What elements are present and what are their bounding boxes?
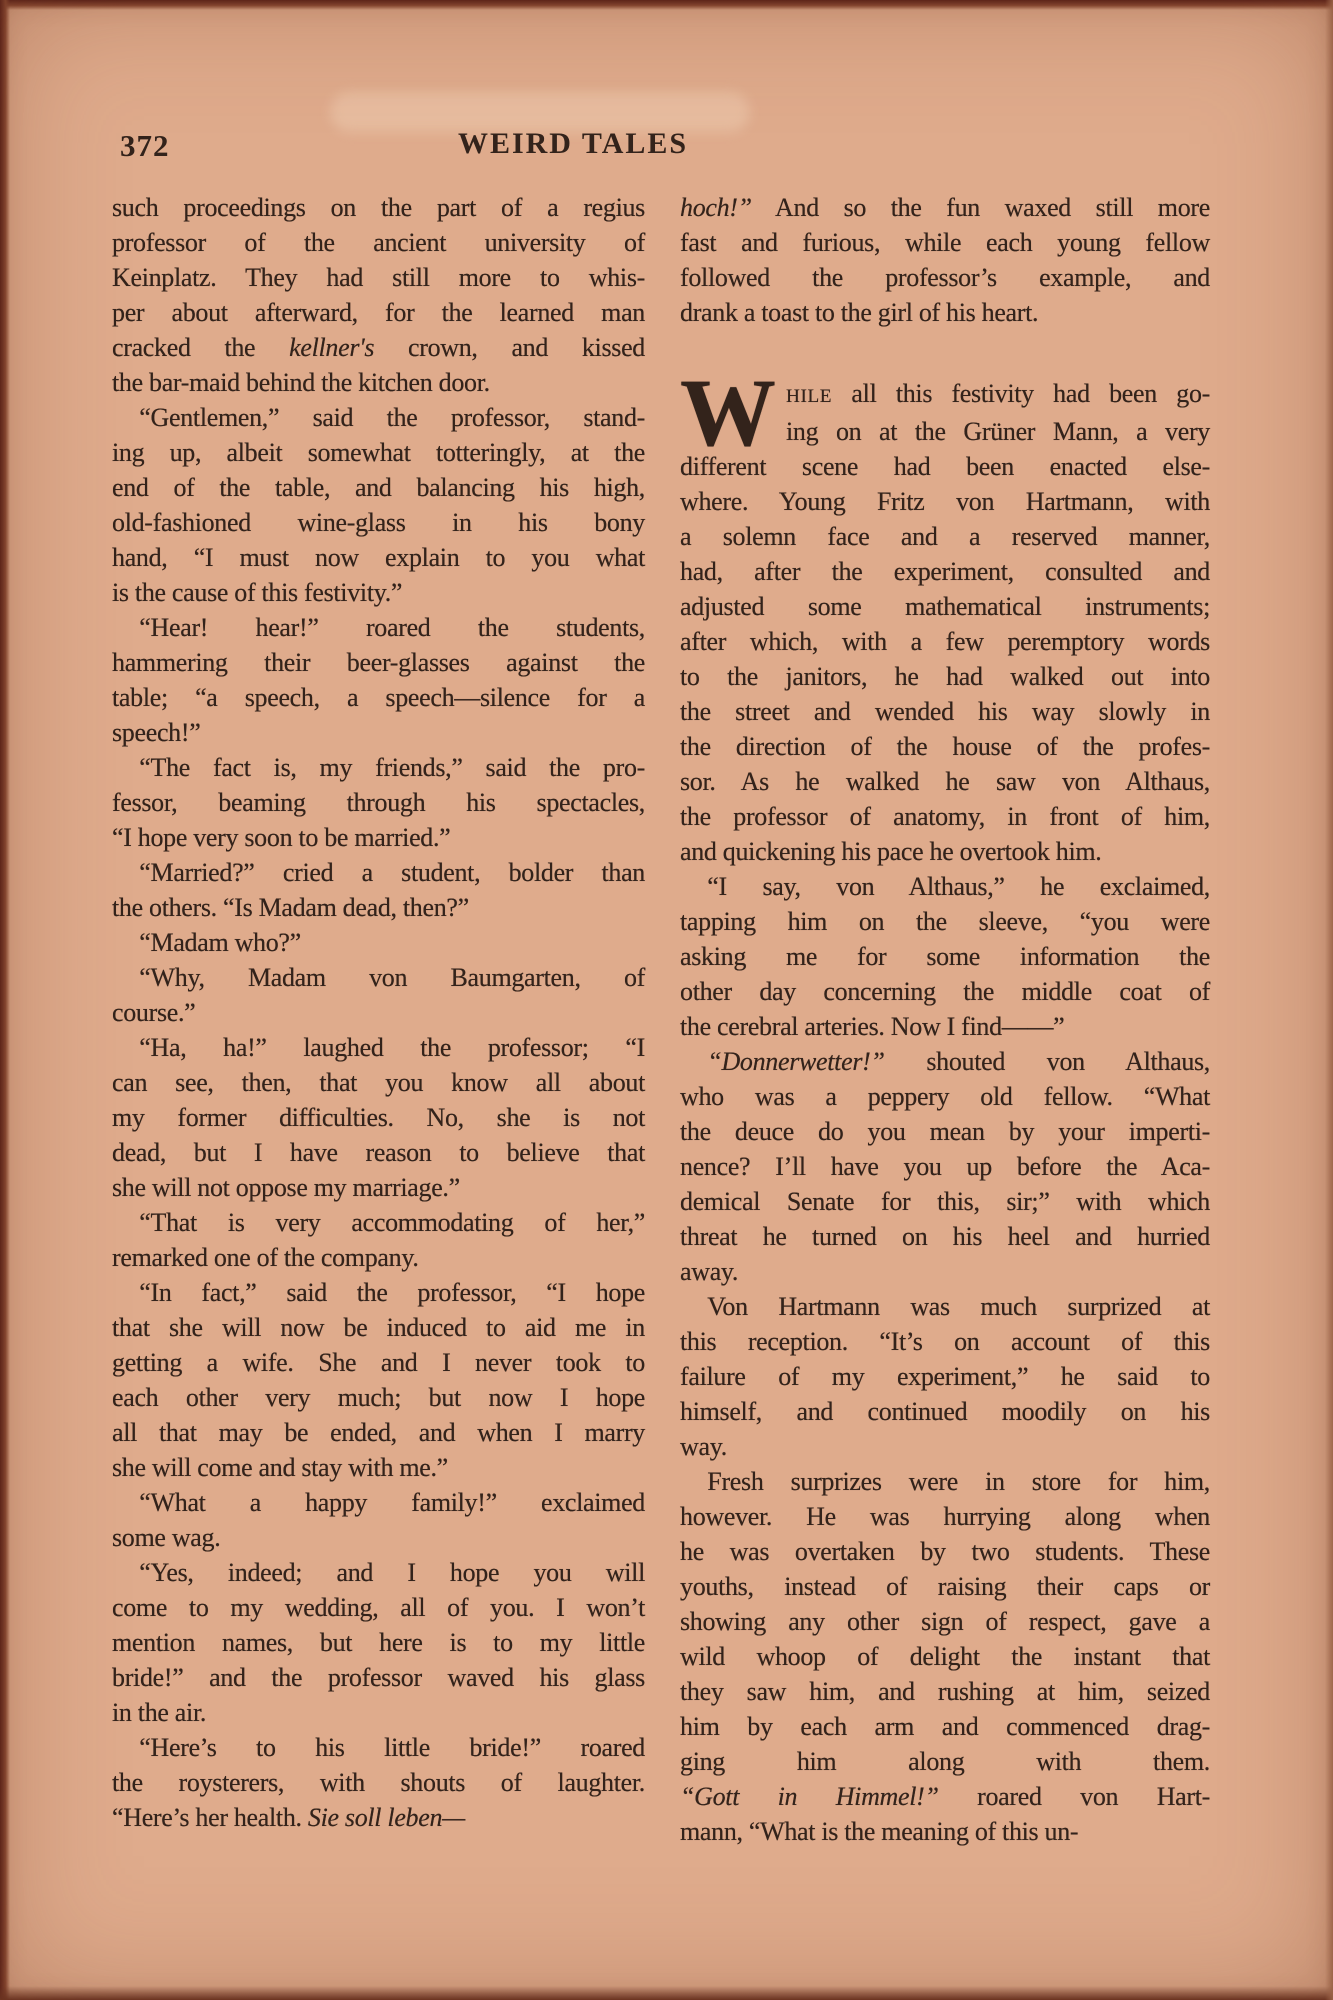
show-through-smudge — [330, 92, 750, 132]
text-line: other day concerning the middle coat of — [680, 977, 1210, 1006]
text-line: “What a happy family!” exclaimed — [139, 1488, 645, 1517]
text-line: “Gentlemen,” said the professor, stand- — [139, 403, 645, 432]
text-line: remarked one of the company. — [112, 1243, 419, 1272]
text-line: professor of the ancient university of — [112, 228, 645, 257]
text-line: the others. “Is Madam dead, then?” — [112, 893, 469, 922]
text-line: “Yes, indeed; and I hope you will — [139, 1558, 645, 1587]
paragraph — [112, 1205, 645, 1275]
text-line: sor. As he walked he saw von Althaus, — [680, 767, 1210, 796]
text-line: tapping him on the sleeve, “you were — [680, 907, 1210, 936]
text-line: this reception. “It’s on account of this — [680, 1327, 1210, 1356]
text-line: way. — [680, 1432, 727, 1461]
text-line: course.” — [112, 998, 196, 1027]
text-line: asking me for some information the — [680, 942, 1210, 971]
text-line: “Madam who?” — [139, 928, 301, 957]
text-line: the bar-maid behind the kitchen door. — [112, 368, 490, 397]
paragraph — [680, 1464, 1210, 1849]
paragraph — [112, 1030, 645, 1205]
paragraph — [680, 1289, 1210, 1464]
text-line: cracked the kellner's crown, and kissed — [112, 333, 645, 362]
text-line: such proceedings on the part of a regius — [112, 193, 645, 222]
text-line: drank a toast to the girl of his heart. — [680, 298, 1039, 327]
text-line: who was a peppery old fellow. “What — [680, 1082, 1210, 1111]
text-line: the cerebral arteries. Now I find——” — [680, 1012, 1065, 1041]
column-left — [112, 190, 645, 1849]
paragraph — [680, 359, 1210, 869]
text-line: that she will now be induced to aid me in — [112, 1313, 645, 1342]
text-line: “Here’s her health. Sie soll leben— — [112, 1803, 465, 1832]
text-line: mann, “What is the meaning of this un- — [680, 1817, 1079, 1846]
text-line: the street and wended his way slowly in — [680, 697, 1210, 726]
text-line: Fresh surprizes were in store for him, — [707, 1467, 1210, 1496]
text-line: getting a wife. She and I never took to — [112, 1348, 645, 1377]
text-line: per about afterward, for the learned man — [112, 298, 645, 327]
text-line: the roysterers, with shouts of laughter. — [112, 1768, 645, 1797]
text-line: adjusted some mathematical instruments; — [680, 592, 1210, 621]
paragraph — [112, 855, 645, 925]
text-line: he was overtaken by two students. These — [680, 1537, 1210, 1566]
text-line: “I hope very soon to be married.” — [112, 823, 451, 852]
drop-cap: W — [680, 359, 776, 466]
paragraph — [112, 925, 645, 960]
paragraph — [112, 190, 645, 400]
text-line: ing on at the Grüner Mann, a very — [786, 417, 1210, 446]
text-line: “The fact is, my friends,” said the pro- — [139, 753, 645, 782]
text-line: him by each arm and commenced drag- — [680, 1712, 1210, 1741]
text-line: a solemn face and a reserved manner, — [680, 522, 1210, 551]
text-columns — [112, 190, 1210, 1849]
paragraph — [112, 1485, 645, 1555]
text-line: HILE all this festivity had been go- — [786, 379, 1210, 408]
text-line: failure of my experiment,” he said to — [680, 1362, 1210, 1391]
page-number: 372 — [120, 128, 170, 163]
text-line: bride!” and the professor waved his glass — [112, 1663, 645, 1692]
text-line: followed the professor’s example, and — [680, 263, 1210, 292]
text-line: “Married?” cried a student, bolder than — [139, 858, 645, 887]
paragraph — [680, 1044, 1210, 1289]
text-line: come to my wedding, all of you. I won’t — [112, 1593, 645, 1622]
text-line: Von Hartmann was much surprized at — [707, 1292, 1210, 1321]
text-line: where. Young Fritz von Hartmann, with — [680, 487, 1210, 516]
text-line: nence? I’ll have you up before the Aca- — [680, 1152, 1210, 1181]
text-line: they saw him, and rushing at him, seized — [680, 1677, 1210, 1706]
paragraph — [112, 1555, 645, 1730]
text-line: is the cause of this festivity.” — [112, 578, 403, 607]
text-line: after which, with a few peremptory words — [680, 627, 1210, 656]
paragraph — [112, 400, 645, 610]
text-line: some wag. — [112, 1523, 221, 1552]
text-line: speech!” — [112, 718, 201, 747]
text-line: showing any other sign of respect, gave a — [680, 1607, 1210, 1636]
text-line: the direction of the house of the profes- — [680, 732, 1210, 761]
text-line: all that may be ended, and when I marry — [112, 1418, 645, 1447]
paragraph — [680, 190, 1210, 330]
text-line: “Ha, ha!” laughed the professor; “I — [139, 1033, 645, 1062]
text-line: to the janitors, he had walked out into — [680, 662, 1210, 691]
text-line: fast and furious, while each young fellow — [680, 228, 1210, 257]
text-line: “Gott in Himmel!” roared von Hart- — [680, 1782, 1210, 1811]
text-line: fessor, beaming through his spectacles, — [112, 788, 645, 817]
text-line: my former difficulties. No, she is not — [112, 1103, 645, 1132]
paragraph — [112, 1730, 645, 1835]
text-line: in the air. — [112, 1698, 207, 1727]
text-line: “Here’s to his little bride!” roared — [139, 1733, 645, 1762]
paragraph — [112, 610, 645, 750]
header-title: WEIRD TALES — [457, 127, 689, 160]
text-line: “Why, Madam von Baumgarten, of — [139, 963, 645, 992]
text-line: had, after the experiment, consulted and — [680, 557, 1210, 586]
text-line: hammering their beer-glasses against the — [112, 648, 645, 677]
text-line: mention names, but here is to my little — [112, 1628, 645, 1657]
text-line: hand, “I must now explain to you what — [112, 543, 645, 572]
text-line: and quickening his pace he overtook him. — [680, 837, 1102, 866]
text-line: demical Senate for this, sir;” with which — [680, 1187, 1210, 1216]
text-line: “I say, von Althaus,” he exclaimed, — [707, 872, 1210, 901]
text-line: “That is very accommodating of her,” — [139, 1208, 645, 1237]
text-line: dead, but I have reason to believe that — [112, 1138, 645, 1167]
text-line: ing up, albeit somewhat totteringly, at the — [112, 438, 645, 467]
text-line: different scene had been enacted else- — [680, 452, 1210, 481]
text-line: “Hear! hear!” roared the students, — [139, 613, 645, 642]
text-line: “In fact,” said the professor, “I hope — [139, 1278, 645, 1307]
text-line: table; “a speech, a speech—silence for a — [112, 683, 645, 712]
text-line: youths, instead of raising their caps or — [680, 1572, 1210, 1601]
text-line: the deuce do you mean by your imperti- — [680, 1117, 1210, 1146]
text-line: wild whoop of delight the instant that — [680, 1642, 1210, 1671]
text-line: ging him along with them. — [680, 1747, 1210, 1776]
paragraph — [112, 1275, 645, 1485]
paragraph — [112, 960, 645, 1030]
text-line: hoch!” And so the fun waxed still more — [680, 193, 1210, 222]
text-line: however. He was hurrying along when — [680, 1502, 1210, 1531]
text-line: she will not oppose my marriage.” — [112, 1173, 460, 1202]
text-line: end of the table, and balancing his high, — [112, 473, 645, 502]
text-line: “Donnerwetter!” shouted von Althaus, — [707, 1047, 1210, 1076]
paragraph — [112, 750, 645, 855]
text-line: Keinplatz. They had still more to whis- — [112, 263, 645, 292]
text-line: each other very much; but now I hope — [112, 1383, 645, 1412]
text-line: himself, and continued moodily on his — [680, 1397, 1210, 1426]
text-line: she will come and stay with me.” — [112, 1453, 448, 1482]
column-right — [680, 190, 1210, 1849]
paragraph — [680, 869, 1210, 1044]
text-line: can see, then, that you know all about — [112, 1068, 645, 1097]
text-line: away. — [680, 1257, 739, 1286]
text-line: old-fashioned wine-glass in his bony — [112, 508, 645, 537]
text-line: the professor of anatomy, in front of him, — [680, 802, 1210, 831]
text-line: threat he turned on his heel and hurried — [680, 1222, 1210, 1251]
